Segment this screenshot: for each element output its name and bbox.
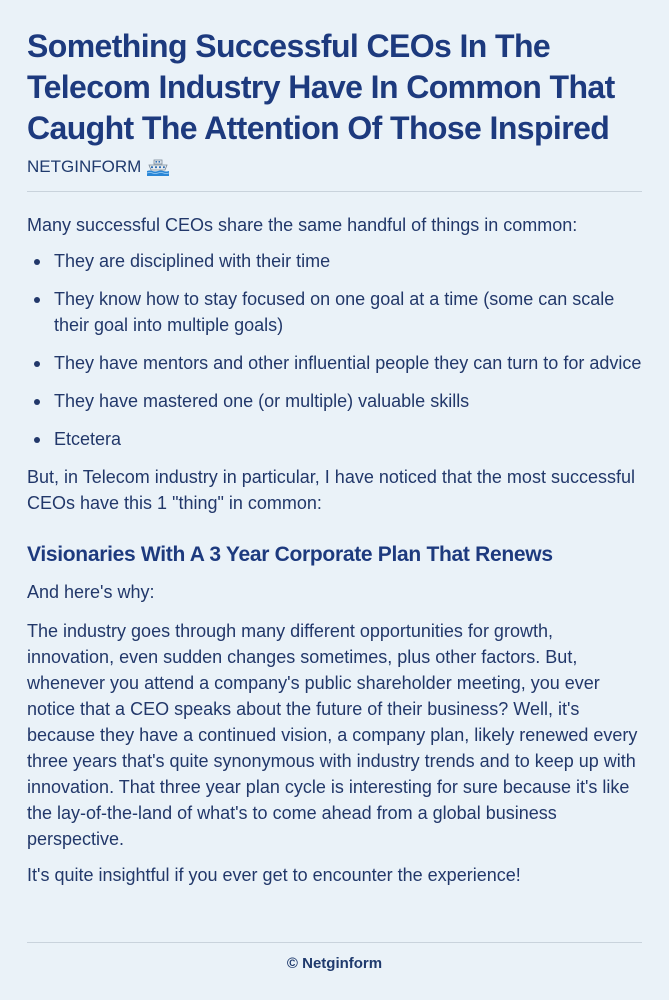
page-footer bbox=[27, 942, 642, 972]
traits-list bbox=[27, 248, 642, 452]
ship-icon bbox=[147, 158, 169, 176]
site-byline bbox=[27, 155, 642, 179]
why-paragraph: And here's why: bbox=[27, 582, 155, 602]
article-body bbox=[27, 212, 642, 888]
header-divider bbox=[27, 191, 642, 192]
list-item: They have mentors and other influential people they can turn to for advice bbox=[27, 350, 642, 376]
list-item: They know how to stay focused on one goal at a time (some can scale their goal into multiple goals) bbox=[27, 286, 642, 338]
main-paragraph: The industry goes through many different opportunities for growth, innovation, even sudden changes sometimes, plus other factors. But, whenever you attend a company's public shareholder meeting, you ever notice that a CEO speaks about the future of their business? Well, it's because they have a continued vision, a company plan, likely renewed every three years that's quite synonymous with industry trends and to keep up with innovation. That three year plan cycle is interesting for sure because it's like the lay-of-the-land of what's to come ahead from a global business perspective. bbox=[27, 621, 638, 849]
site-name: NETGINFORM bbox=[27, 157, 142, 176]
section-heading: Visionaries With A 3 Year Corporate Plan That Renews bbox=[27, 543, 553, 566]
copyright-text: © Netginform bbox=[286, 955, 383, 972]
closing-paragraph: It's quite insightful if you ever get to encounter the experience! bbox=[27, 865, 521, 885]
intro-paragraph: Many successful CEOs share the same handful of things in common: bbox=[27, 215, 578, 235]
list-item: They are disciplined with their time bbox=[27, 248, 642, 274]
transition-paragraph: But, in Telecom industry in particular, I have noticed that the most successful CEOs have this 1 "thing" in common: bbox=[27, 467, 635, 513]
list-item: Etcetera bbox=[27, 426, 642, 452]
list-item: They have mastered one (or multiple) valuable skills bbox=[27, 388, 642, 414]
article-title: Something Successful CEOs In The Telecom Industry Have In Common That Caught The Attention Of Those Inspired bbox=[27, 28, 615, 146]
